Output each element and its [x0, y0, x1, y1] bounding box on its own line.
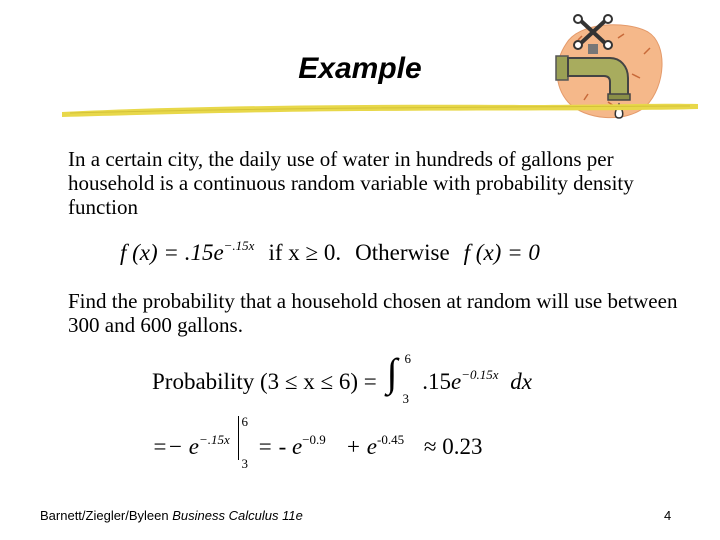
eval-lower-limit: 3 — [241, 456, 249, 471]
integrand-coefficient: .15 — [422, 369, 452, 394]
density-lhs: f (x) = .15 — [120, 240, 214, 265]
differential: dx — [510, 369, 532, 394]
exp-base: e — [213, 240, 224, 265]
footer-book: Business Calculus 11e — [172, 508, 303, 523]
evaluation — [152, 414, 483, 471]
domain-condition: if x ≥ 0. — [268, 240, 342, 265]
antiderivative-exponent: −.15x — [199, 432, 230, 447]
eval-term1: = - e — [257, 434, 303, 459]
density-function — [120, 238, 540, 266]
page-number: 4 — [664, 508, 672, 523]
problem-statement: In a certain city, the daily use of water in hundreds of gallons per household is a continuous random variable with probability density function — [68, 147, 634, 219]
result: ≈ 0.23 — [423, 434, 483, 459]
eval-term2-exponent: -0.45 — [377, 432, 405, 447]
footer-citation — [40, 508, 303, 523]
integrand-base: e — [451, 369, 462, 394]
eval-term1-exponent: −0.9 — [302, 432, 326, 447]
footer-authors: Barnett/Ziegler/Byleen — [40, 508, 169, 523]
antiderivative: =− e — [152, 434, 199, 459]
integral-upper-limit: 6 — [404, 351, 412, 366]
evaluation-bar — [236, 414, 252, 471]
slide-title: Example — [298, 52, 422, 85]
exponent: −.15x — [223, 238, 255, 253]
integral-sign: ∫ 6 3 — [386, 350, 412, 406]
density-zero: f (x) = 0 — [463, 240, 540, 265]
integral-lower-limit: 3 — [402, 391, 410, 406]
probability-lhs: Probability (3 ≤ x ≤ 6) = — [152, 369, 377, 394]
eval-term2: + e — [345, 434, 378, 459]
eval-upper-limit: 6 — [241, 414, 249, 429]
question: Find the probability that a household chosen at random will use between 300 and 600 gallons. — [68, 289, 678, 337]
otherwise-label: Otherwise — [355, 240, 450, 265]
integrand-exponent: −0.15x — [461, 367, 499, 382]
title-underline — [60, 98, 700, 120]
probability-integral — [152, 350, 532, 406]
